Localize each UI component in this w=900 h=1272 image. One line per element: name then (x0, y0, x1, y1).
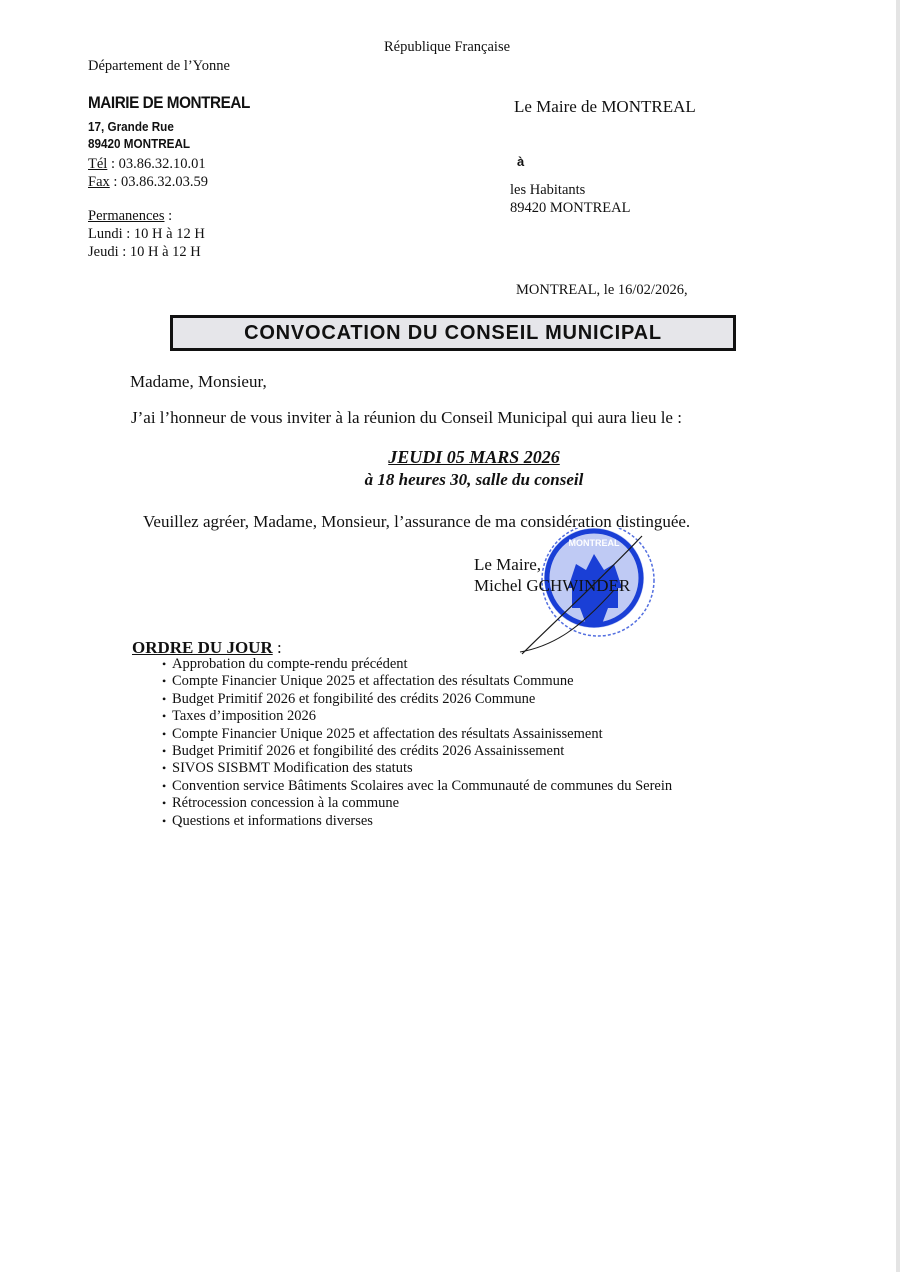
stamp-label: MONTREAL (568, 538, 620, 548)
agenda-item: • Compte Financier Unique 2025 et affectation des résultats Assainissement (158, 726, 672, 743)
hours-thursday: Jeudi : 10 H à 12 H (88, 244, 201, 260)
signature-role: Le Maire, (474, 555, 542, 574)
signature-name: Michel GCHWINDER (474, 576, 631, 595)
place-date: MONTREAL, le 16/02/2026, (516, 282, 688, 298)
meeting-time-place: à 18 heures 30, salle du conseil (364, 470, 584, 489)
agenda-item: • Rétrocession concession à la commune (158, 795, 672, 812)
permanences-line (88, 207, 172, 225)
salutation: Madame, Monsieur, (130, 372, 267, 391)
agenda-item: • Budget Primitif 2026 et fongibilité des crédits 2026 Assainissement (158, 743, 672, 760)
invitation-text: J’ai l’honneur de vous inviter à la réunion du Conseil Municipal qui aura lieu le : (131, 408, 682, 427)
agenda-item: • Questions et informations diverses (158, 813, 672, 830)
mairie-street: 17, Grande Rue (88, 119, 174, 134)
recipient-prefix: à (517, 154, 525, 169)
sender-label: Le Maire de MONTREAL (514, 97, 696, 116)
department-label: Département de l’Yonne (88, 58, 230, 74)
agenda-heading-text: ORDRE DU JOUR (132, 638, 273, 657)
agenda-item: • Approbation du compte-rendu précédent (158, 656, 672, 673)
recipient-line-1: les Habitants (510, 182, 586, 198)
agenda-item: • SIVOS SISBMT Modification des statuts (158, 760, 672, 777)
agenda-item: • Compte Financier Unique 2025 et affectation des résultats Commune (158, 673, 672, 690)
document-title: CONVOCATION DU CONSEIL MUNICIPAL (170, 315, 736, 351)
permanences-suffix: : (164, 208, 173, 224)
closing-formula: Veuillez agréer, Madame, Monsieur, l’assurance de ma considération distinguée. (143, 512, 691, 531)
agenda-heading (132, 637, 282, 658)
agenda-item: • Taxes d’imposition 2026 (158, 708, 672, 725)
phone-value: : 03.86.32.10.01 (107, 156, 206, 172)
republic-header: République Française (384, 39, 511, 55)
fax-line (88, 173, 208, 191)
agenda-list (158, 656, 672, 830)
agenda-item: • Convention service Bâtiments Scolaires avec la Communauté de communes du Serein (158, 778, 672, 795)
meeting-date (0, 446, 900, 468)
mairie-name: MAIRIE DE MONTREAL (88, 93, 250, 112)
fax-value: : 03.86.32.03.59 (109, 174, 209, 190)
permanences-label: Permanences (88, 208, 165, 224)
page-edge-shadow (896, 0, 900, 1272)
phone-label: Tél (88, 156, 108, 172)
hours-monday: Lundi : 10 H à 12 H (88, 226, 205, 242)
agenda-item: • Budget Primitif 2026 et fongibilité des crédits 2026 Commune (158, 691, 672, 708)
meeting-date-text: JEUDI 05 MARS 2026 (388, 447, 560, 467)
agenda-heading-suffix: : (272, 638, 282, 657)
recipient-line-2: 89420 MONTREAL (510, 200, 631, 216)
mairie-city: 89420 MONTREAL (88, 136, 191, 151)
fax-label: Fax (88, 174, 110, 190)
phone-line (88, 155, 206, 173)
